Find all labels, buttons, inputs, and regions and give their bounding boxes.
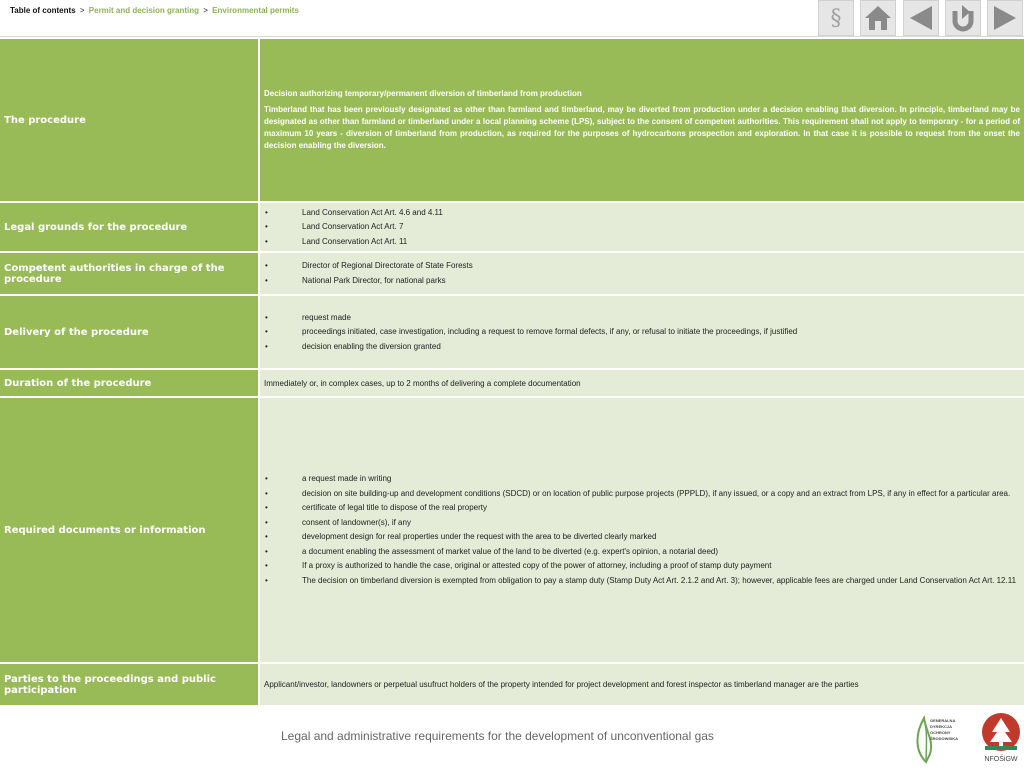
- breadcrumb-separator: >: [79, 6, 85, 15]
- back-button[interactable]: [903, 0, 939, 36]
- list-item: • development design for real properties under the request with the area to be diverted clearly marked: [265, 532, 657, 542]
- bullet-list: [264, 261, 1020, 286]
- paragraph-button[interactable]: [818, 0, 854, 36]
- row-label: Required documents or information: [0, 398, 260, 662]
- list-item: • a document enabling the assessment of market value of the land to be diverted (e.g. expert's opinion, a notarial deed): [265, 546, 719, 556]
- table-row: [0, 39, 1024, 201]
- documents-list: [260, 398, 1024, 662]
- procedure-title: Decision authorizing temporary/permanent diversion of timberland from production: [264, 88, 582, 98]
- row-label: Parties to the proceedings and public participation: [0, 664, 260, 705]
- row-label: Delivery of the procedure: [0, 296, 260, 368]
- gdos-logo: GENERALNA DYREKCJA OCHRONY ŚRODOWISKA: [912, 712, 972, 764]
- row-label: Legal grounds for the procedure: [0, 203, 260, 251]
- return-button[interactable]: [945, 0, 981, 36]
- paragraph-icon: §: [830, 5, 842, 31]
- list-item: • proceedings initiated, case investigation, including a request to remove formal defects, if any, or refusal to initiate the proceedings, if justified: [265, 327, 798, 336]
- table-row: [0, 398, 1024, 662]
- breadcrumb-separator: >: [203, 6, 208, 15]
- list-item: • The decision on timberland diversion is exempted from obligation to pay a stamp duty (Stamp Duty Act Art. 2.1.2 and Art. 3); however, applicable fees are charged under Land Conservation Act Art. 12.11: [265, 575, 1017, 585]
- list-item: • Land Conservation Act Art. 4.6 and 4.11: [265, 207, 443, 217]
- forward-arrow-icon: [990, 4, 1020, 32]
- bullet-list: [264, 208, 1020, 247]
- list-item: • a request made in writing: [265, 474, 392, 484]
- breadcrumb-level1-link[interactable]: Permit and decision granting: [88, 6, 200, 15]
- legal-grounds-list: [260, 203, 1024, 251]
- return-icon: [948, 3, 978, 33]
- list-item: • If a proxy is authorized to handle the case, original or attested copy of the power of attorney, including a proof of stamp duty payment: [265, 561, 772, 571]
- procedure-table: [0, 37, 1024, 707]
- list-item: • Director of Regional Directorate of State Forests: [265, 261, 473, 271]
- breadcrumb-level2-link[interactable]: Environmental permits: [212, 6, 299, 15]
- parties-text: Applicant/investor, landowners or perpetual usufruct holders of the property intended for project development and forest inspector as timberland manager are the parties: [260, 664, 1024, 705]
- list-item: • request made: [265, 312, 351, 322]
- table-row: [0, 203, 1024, 251]
- home-button[interactable]: [860, 0, 896, 36]
- breadcrumb: [10, 6, 299, 15]
- authorities-list: [260, 253, 1024, 294]
- list-item: • Land Conservation Act Art. 7: [265, 222, 404, 231]
- footer-title: Legal and administrative requirements for the development of unconventional gas: [281, 729, 714, 743]
- list-item: • National Park Director, for national parks: [265, 275, 446, 285]
- table-row: [0, 296, 1024, 368]
- list-item: • consent of landowner(s), if any: [265, 517, 411, 527]
- bullet-list: [264, 474, 1020, 586]
- forward-button[interactable]: [987, 0, 1023, 36]
- breadcrumb-root-link[interactable]: Table of contents: [10, 6, 76, 15]
- list-item: • certificate of legal title to dispose of the real property: [265, 503, 487, 513]
- procedure-description: [260, 39, 1024, 201]
- back-arrow-icon: [906, 4, 936, 32]
- table-row: [0, 664, 1024, 705]
- row-label: Competent authorities in charge of the procedure: [0, 253, 260, 294]
- delivery-list: [260, 296, 1024, 368]
- row-label: Duration of the procedure: [0, 370, 260, 396]
- duration-text: Immediately or, in complex cases, up to 2 months of delivering a complete documentation: [260, 370, 1024, 396]
- row-label: The procedure: [0, 39, 260, 201]
- nfosigw-logo: [980, 712, 1022, 764]
- nfosigw-emblem-icon: [980, 712, 1022, 752]
- bullet-list: [264, 313, 1020, 352]
- nfosigw-label: NFOŚiGW: [984, 756, 1018, 763]
- table-row: [0, 253, 1024, 294]
- home-icon: [863, 4, 893, 32]
- list-item: • Land Conservation Act Art. 11: [265, 236, 408, 246]
- table-row: [0, 370, 1024, 396]
- list-item: • decision on site building-up and development conditions (SDCD) or on location of public purpose projects (PPPLD), if any issued, or a copy and an extract from LPS, if any in effect for a particular area.: [265, 488, 1011, 498]
- list-item: • decision enabling the diversion granted: [265, 341, 441, 351]
- procedure-text: Timberland that has been previously designated as other than farmland and timberland, may be diverted from production under a decision enabling that diversion. In principle, timberland may be designated as other than farmland or timberland under a local planning scheme (LPS), subject to the consent of competent authorities. This requirement shall not apply to temporary - for a period of maximum 10 years - diversion of timberland from production, as required for the purposes of hydrocarbons prospection and exploration. In that case it is possible to request from the onset the decision enabling the diversion.: [264, 104, 1020, 150]
